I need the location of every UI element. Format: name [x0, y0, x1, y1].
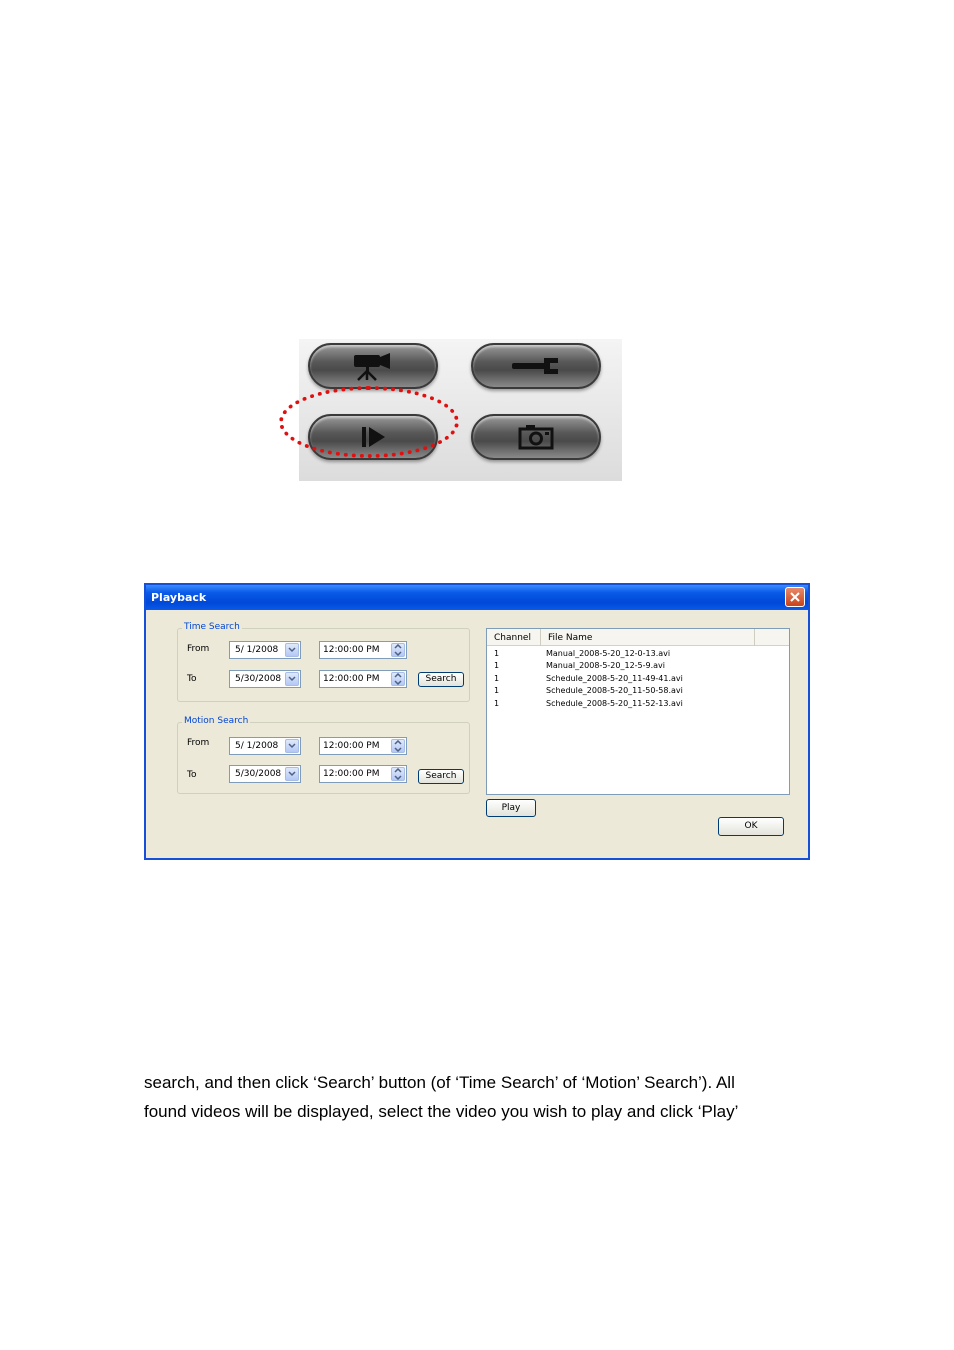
time-from-label: From — [187, 644, 210, 654]
dialog-title: Playback — [146, 585, 808, 610]
time-to-time-value: 12:00:00 PM — [323, 674, 380, 684]
time-from-date[interactable] — [229, 641, 301, 659]
wrench-icon — [508, 354, 564, 378]
table-row[interactable] — [487, 661, 789, 673]
time-to-time[interactable] — [319, 670, 407, 688]
playback-highlight-circle — [279, 386, 459, 458]
chevron-down-icon[interactable] — [285, 739, 299, 753]
motion-from-time-value: 12:00:00 PM — [323, 741, 380, 751]
row-file-name: Manual_2008-5-20_12-0-13.avi — [546, 649, 671, 658]
time-search-title: Time Search — [184, 622, 240, 632]
instruction-paragraph — [144, 1068, 814, 1126]
row-channel: 1 — [494, 649, 500, 658]
snapshot-camera-icon — [516, 423, 556, 451]
spin-arrows-icon[interactable] — [391, 643, 405, 657]
table-row[interactable] — [487, 649, 789, 661]
table-row[interactable] — [487, 699, 789, 711]
row-channel: 1 — [494, 674, 500, 683]
paragraph-line-1: search, and then click ‘Search’ button (of ‘Time Search’ of ‘Motion’ Search’). All — [144, 1073, 735, 1092]
play-button[interactable]: Play — [486, 799, 536, 817]
time-search-button[interactable]: Search — [418, 672, 464, 687]
row-file-name: Schedule_2008-5-20_11-52-13.avi — [546, 699, 683, 708]
time-to-date-value: 5/30/2008 — [235, 674, 282, 684]
record-button[interactable] — [308, 343, 438, 389]
time-to-date[interactable] — [229, 670, 301, 688]
motion-search-group — [177, 716, 470, 794]
motion-to-time[interactable] — [319, 765, 407, 783]
row-channel: 1 — [494, 686, 500, 695]
spin-arrows-icon[interactable] — [391, 672, 405, 686]
file-list[interactable] — [486, 628, 790, 795]
close-icon — [789, 591, 801, 603]
spin-arrows-icon[interactable] — [391, 767, 405, 781]
table-row[interactable] — [487, 674, 789, 686]
motion-from-date[interactable] — [229, 737, 301, 755]
motion-from-label: From — [187, 738, 210, 748]
time-from-time[interactable] — [319, 641, 407, 659]
file-list-header — [487, 629, 789, 646]
motion-to-date[interactable] — [229, 765, 301, 783]
snapshot-button[interactable] — [471, 414, 601, 460]
chevron-down-icon[interactable] — [285, 767, 299, 781]
row-file-name: Schedule_2008-5-20_11-49-41.avi — [546, 674, 683, 683]
chevron-down-icon[interactable] — [285, 643, 299, 657]
time-from-date-value: 5/ 1/2008 — [235, 645, 279, 655]
column-header-channel[interactable]: Channel — [487, 629, 541, 646]
column-header-file-name[interactable]: File Name — [541, 629, 755, 646]
motion-to-time-value: 12:00:00 PM — [323, 769, 380, 779]
row-channel: 1 — [494, 661, 500, 670]
motion-to-label: To — [187, 770, 197, 780]
row-file-name: Schedule_2008-5-20_11-50-58.avi — [546, 686, 683, 695]
playback-dialog — [144, 583, 810, 860]
video-camera-icon — [348, 351, 398, 381]
motion-from-date-value: 5/ 1/2008 — [235, 741, 279, 751]
time-to-label: To — [187, 674, 197, 684]
chevron-down-icon[interactable] — [285, 672, 299, 686]
row-file-name: Manual_2008-5-20_12-5-9.avi — [546, 661, 666, 670]
row-channel: 1 — [494, 699, 500, 708]
paragraph-line-2: found videos will be displayed, select the video you wish to play and click ‘Play’ — [144, 1102, 739, 1121]
motion-search-title: Motion Search — [184, 716, 249, 726]
time-search-group — [177, 622, 470, 702]
spin-arrows-icon[interactable] — [391, 739, 405, 753]
settings-button[interactable] — [471, 343, 601, 389]
close-button[interactable] — [785, 587, 805, 607]
time-from-time-value: 12:00:00 PM — [323, 645, 380, 655]
table-row[interactable] — [487, 686, 789, 698]
ok-button[interactable]: OK — [718, 817, 784, 836]
motion-to-date-value: 5/30/2008 — [235, 769, 282, 779]
motion-search-button[interactable]: Search — [418, 769, 464, 784]
motion-from-time[interactable] — [319, 737, 407, 755]
